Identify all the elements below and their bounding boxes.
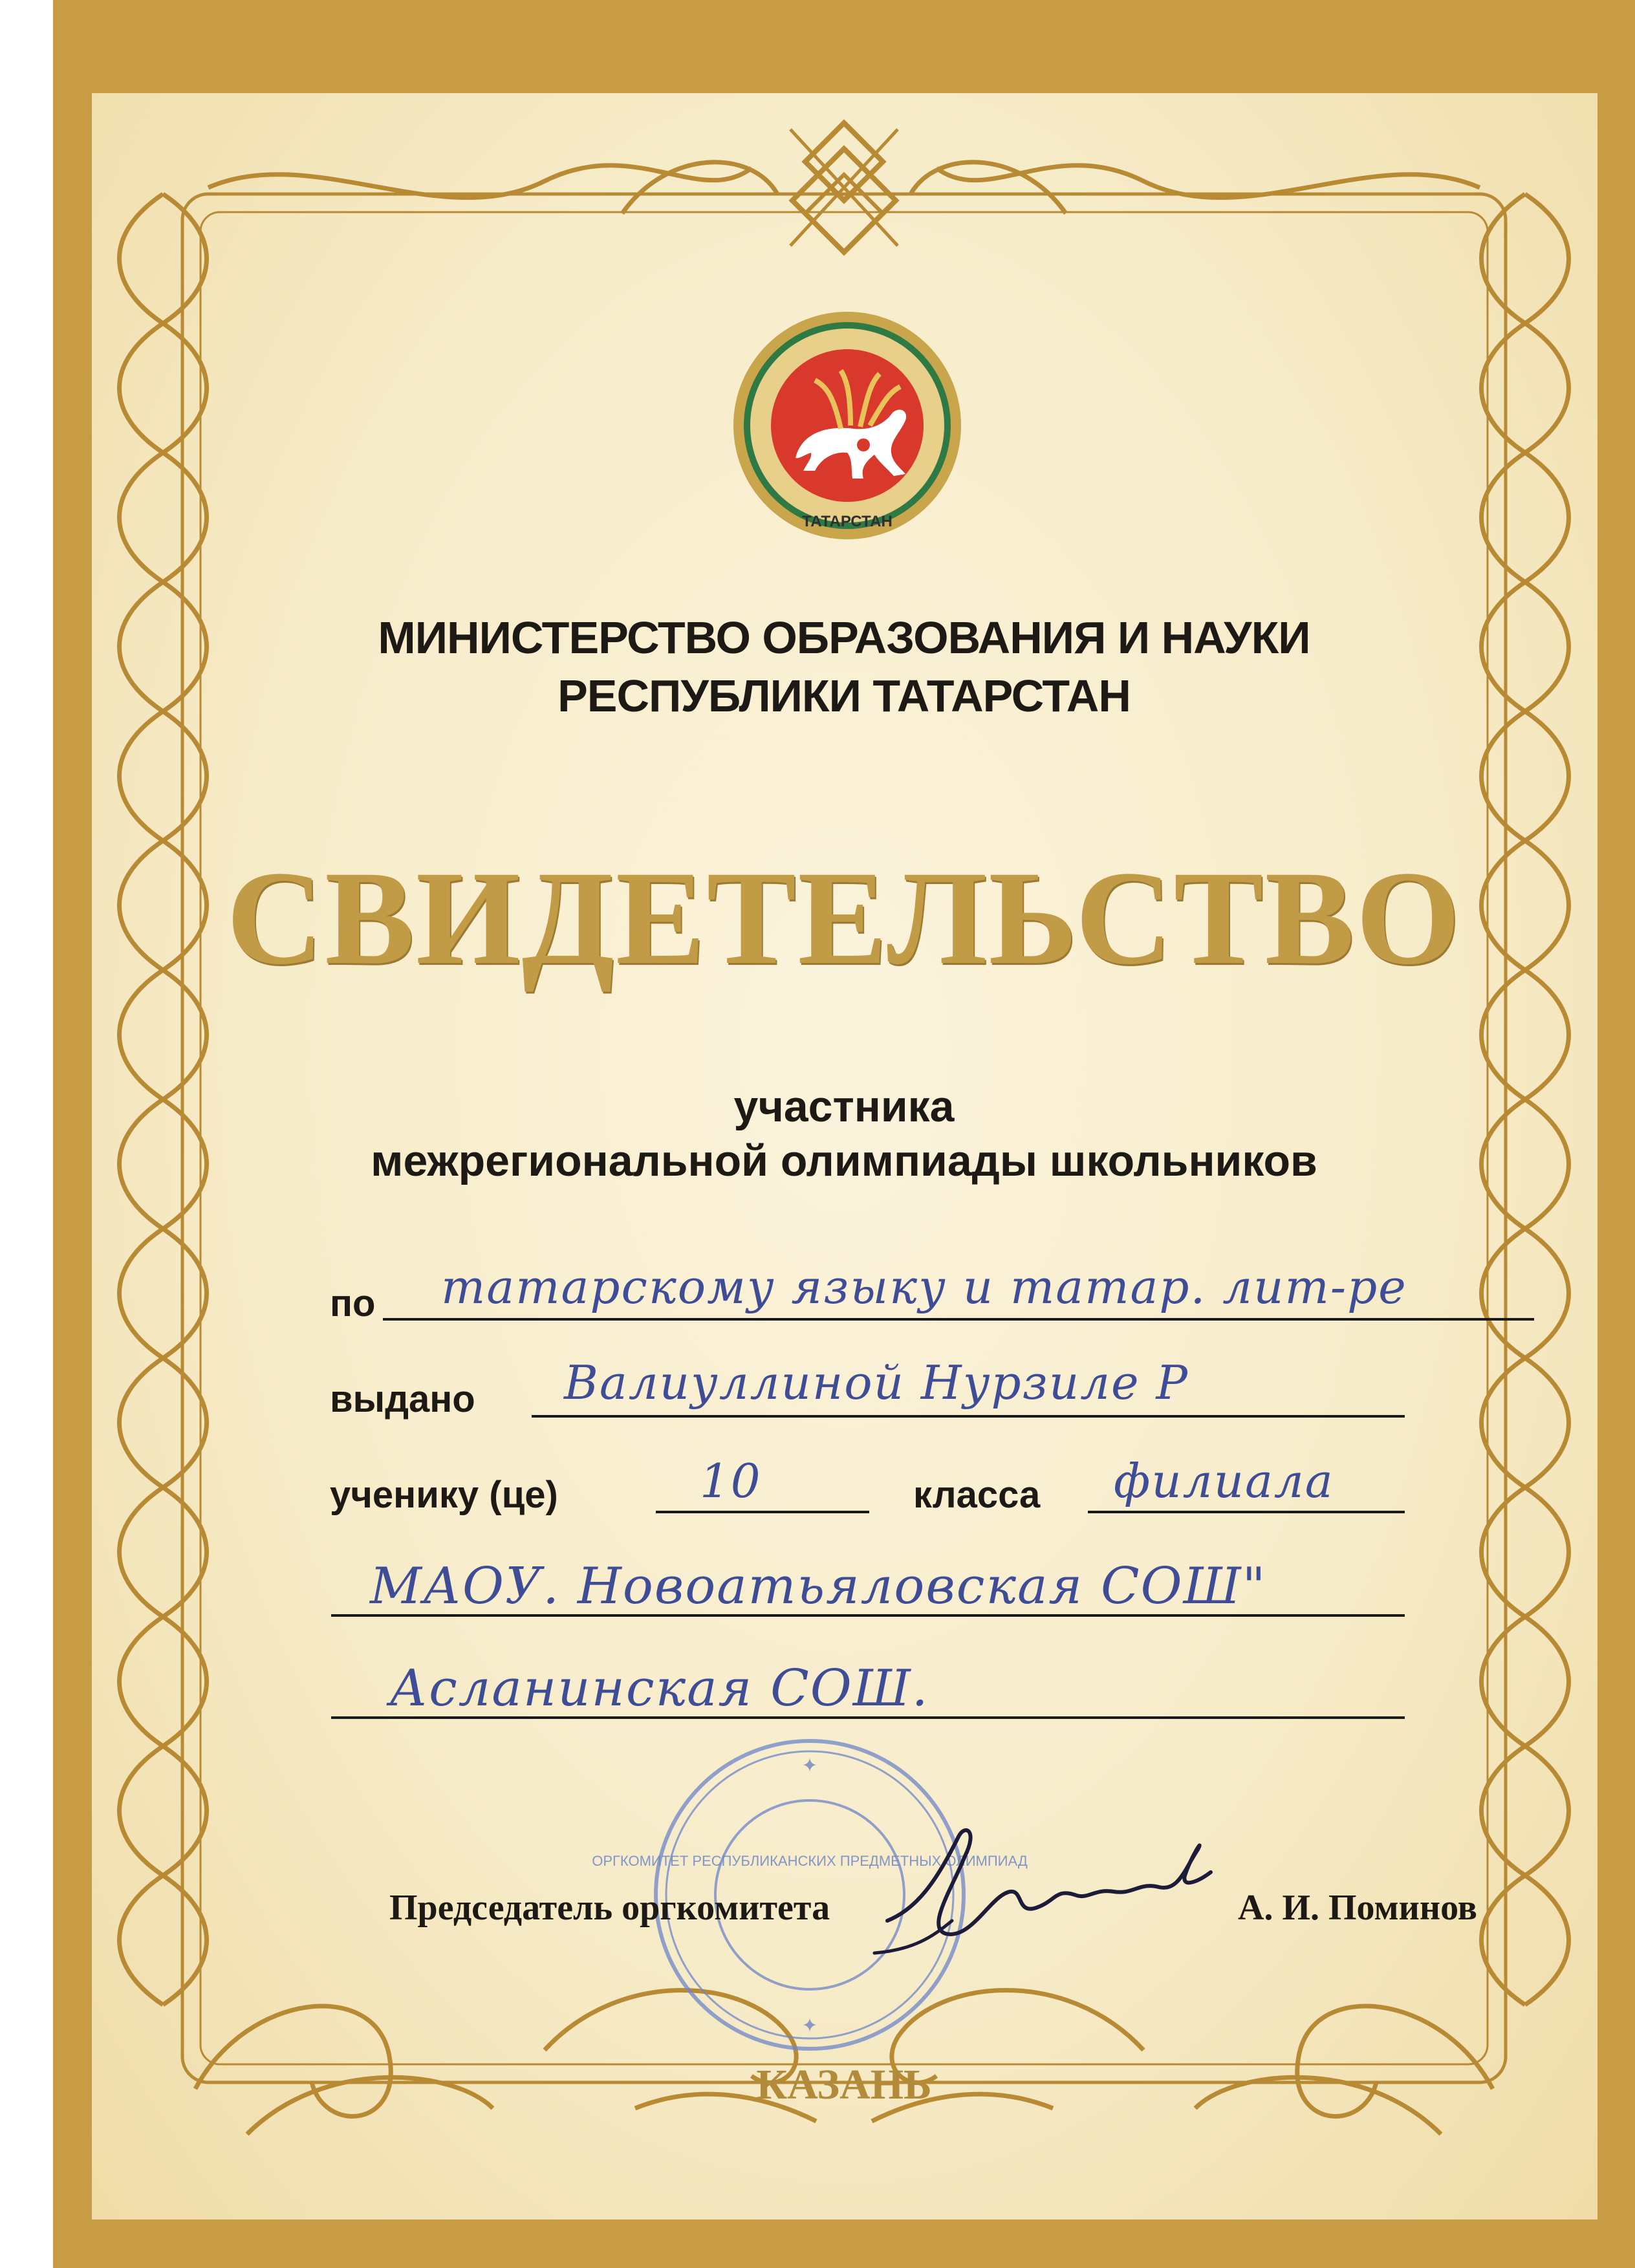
school-line-1: МАОУ. Новоатьяловская СОШ" <box>370 1557 1267 1615</box>
branch-value: филиала <box>1114 1454 1334 1508</box>
stamp-text: ОРГКОМИТЕТ РЕСПУБЛИКАНСКИХ ПРЕДМЕТНЫХ ОЛИМПИАД <box>592 1853 1028 1869</box>
branch-underline <box>1088 1511 1405 1513</box>
grade-underline <box>656 1511 869 1513</box>
ministry-line-1: МИНИСТЕРСТВО ОБРАЗОВАНИЯ И НАУКИ <box>378 612 1310 663</box>
subject-underline <box>383 1318 1534 1321</box>
certificate-title: СВИДЕТЕЛЬСТВО <box>226 843 1462 992</box>
issued-value: Валиуллиной Нурзиле Р <box>564 1355 1189 1410</box>
city-label: КАЗАНЬ <box>756 2061 932 2108</box>
student-label: ученику (це) <box>330 1474 558 1516</box>
svg-text:✦: ✦ <box>801 2015 818 2036</box>
school-line-2: Асланинская СОШ. <box>389 1659 929 1718</box>
grade-value: 10 <box>700 1454 762 1508</box>
chair-name: А. И. Поминов <box>1238 1888 1478 1928</box>
ministry-line-2: РЕСПУБЛИКИ ТАТАРСТАН <box>558 671 1131 721</box>
subject-label: по <box>330 1282 376 1324</box>
emblem-label: ТАТАРСТАН <box>802 513 893 530</box>
issued-underline <box>532 1415 1405 1418</box>
subtitle-line-1: участника <box>733 1082 955 1131</box>
svg-text:✦: ✦ <box>801 1755 818 1777</box>
class-label: класса <box>913 1474 1041 1516</box>
issued-label: выдано <box>330 1378 475 1420</box>
certificate <box>53 0 1635 2268</box>
subject-value: татарскому языку и татар. лит-ре <box>441 1260 1407 1314</box>
tatarstan-emblem <box>731 309 964 542</box>
chair-label: Председатель оргкомитета <box>389 1888 830 1928</box>
subtitle-line-2: межрегиональной олимпиады школьников <box>371 1136 1317 1185</box>
chair-signature <box>861 1798 1250 1966</box>
